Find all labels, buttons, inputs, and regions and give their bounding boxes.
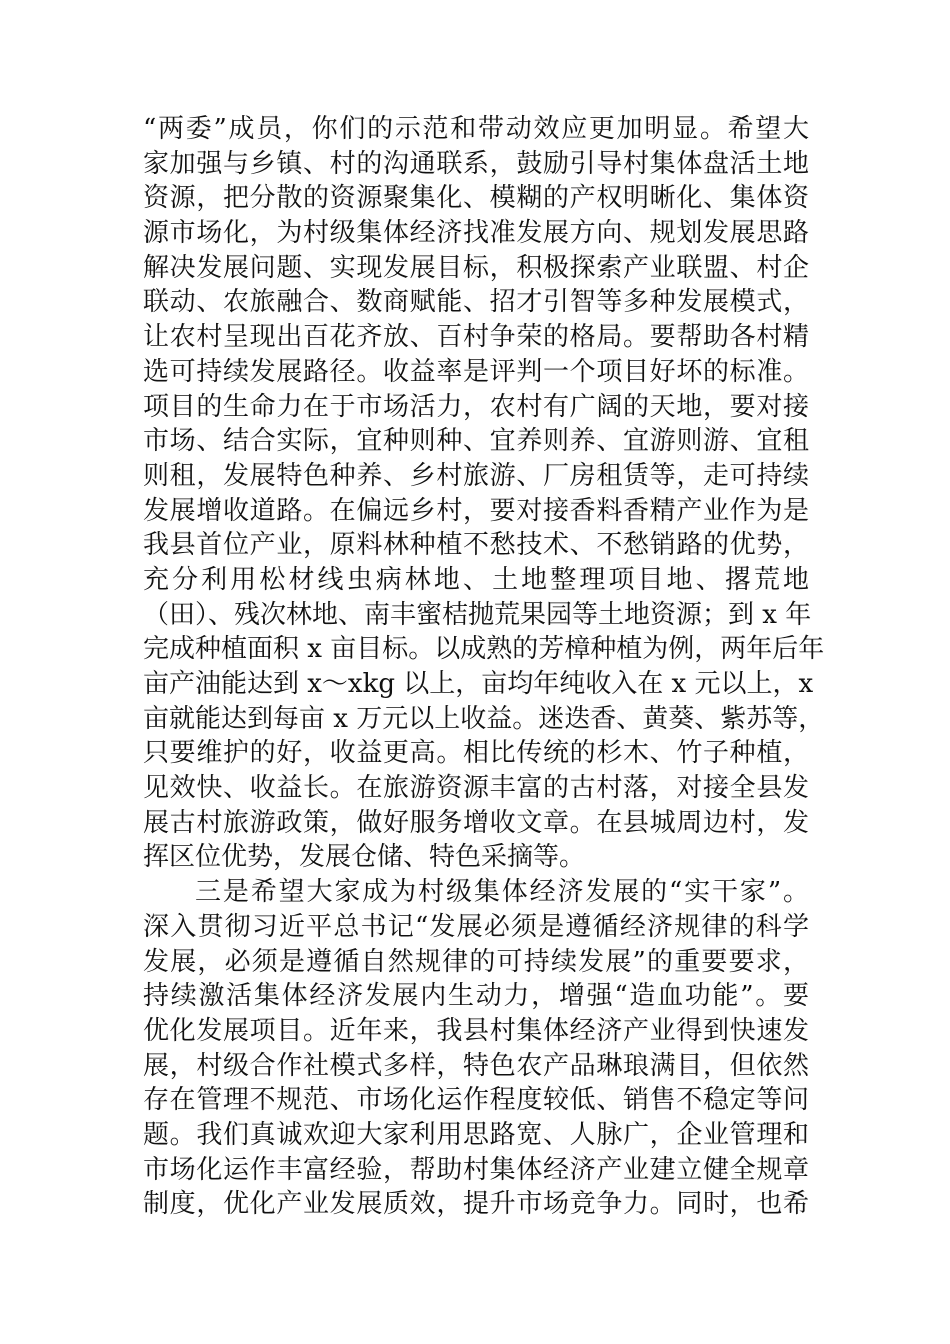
text-line: 深入贯彻习近平总书记“发展必须是遵循经济规律的科学 bbox=[143, 911, 809, 942]
text-line: 展古村旅游政策，做好服务增收文章。在县城周边村，发 bbox=[143, 807, 809, 838]
paragraph-2 bbox=[143, 875, 809, 1222]
text-line: 挥区位优势，发展仓储、特色采摘等。 bbox=[143, 842, 586, 873]
text-line: 完成种植面积 x 亩目标。以成熟的芳樟种植为例，两年后年 bbox=[143, 634, 825, 665]
text-line: 优化发展项目。近年来，我县村集体经济产业得到快速发 bbox=[143, 1015, 809, 1046]
text-line: 亩产油能达到 x～xkg 以上，亩均年纯收入在 x 元以上，x bbox=[143, 669, 814, 699]
text-line: 只要维护的好，收益更高。相比传统的杉木、竹子种植， bbox=[143, 738, 809, 769]
text-line: 我县首位产业，原料林种植不愁技术、不愁销路的优势， bbox=[143, 530, 809, 561]
text-line: 发展增收道路。在偏远乡村，要对接香料香精产业作为是 bbox=[143, 495, 809, 526]
text-line: 联动、农旅融合、数商赋能、招才引智等多种发展模式， bbox=[143, 287, 809, 318]
text-line: 让农村呈现出百花齐放、百村争荣的格局。要帮助各村精 bbox=[143, 322, 809, 353]
text-line: 则租，发展特色种养、乡村旅游、厂房租赁等，走可持续 bbox=[143, 460, 809, 491]
text-line: 资源，把分散的资源聚集化、模糊的产权明晰化、集体资 bbox=[143, 183, 809, 214]
text-line: “两委”成员，你们的示范和带动效应更加明显。希望大 bbox=[143, 114, 809, 144]
text-line: （田）、残次林地、南丰蜜桔抛荒果园等土地资源；到 x 年 bbox=[143, 599, 812, 630]
text-line: 项目的生命力在于市场活力，农村有广阔的天地，要对接 bbox=[143, 391, 809, 422]
text-line: 制度，优化产业发展质效，提升市场竞争力。同时，也希 bbox=[143, 1189, 809, 1220]
text-line: 三是希望大家成为村级集体经济发展的“实干家”。 bbox=[195, 877, 809, 908]
text-line: 存在管理不规范、市场化运作程度较低、销售不稳定等问 bbox=[143, 1085, 809, 1116]
text-line: 选可持续发展路径。收益率是评判一个项目好坏的标准。 bbox=[143, 356, 809, 387]
text-line: 家加强与乡镇、村的沟通联系，鼓励引导村集体盘活土地 bbox=[143, 148, 809, 179]
text-line: 发展，必须是遵循自然规律的可持续发展”的重要要求， bbox=[143, 946, 809, 977]
text-line: 展，村级合作社模式多样，特色农产品琳琅满目，但依然 bbox=[143, 1050, 809, 1081]
text-line: 充分利用松材线虫病林地、土地整理项目地、撂荒地 bbox=[143, 564, 809, 595]
body-text bbox=[143, 112, 825, 1222]
text-line: 市场化运作丰富经验，帮助村集体经济产业建立健全规章 bbox=[143, 1154, 809, 1185]
text-line: 解决发展问题、实现发展目标，积极探索产业联盟、村企 bbox=[143, 252, 809, 283]
paragraph-1 bbox=[143, 112, 825, 875]
text-line: 持续激活集体经济发展内生动力，增强“造血功能”。要 bbox=[143, 981, 809, 1012]
text-line: 亩就能达到每亩 x 万元以上收益。迷迭香、黄葵、紫苏等， bbox=[143, 703, 825, 734]
text-line: 市场、结合实际，宜种则种、宜养则养、宜游则游、宜租 bbox=[143, 426, 809, 457]
text-line: 题。我们真诚欢迎大家利用思路宽、人脉广，企业管理和 bbox=[143, 1119, 809, 1150]
text-line: 源市场化，为村级集体经济找准发展方向、规划发展思路 bbox=[143, 218, 809, 249]
text-line: 见效快、收益长。在旅游资源丰富的古村落，对接全县发 bbox=[143, 773, 809, 804]
